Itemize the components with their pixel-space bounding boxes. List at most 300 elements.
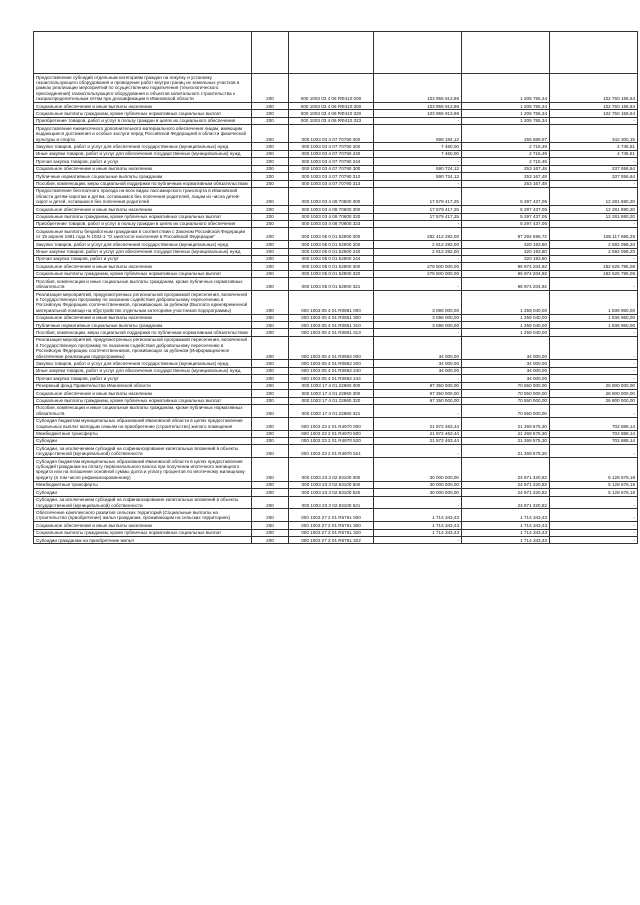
row-executed-amount-cell: 1 205 755,34 bbox=[462, 117, 550, 124]
row-classification-code-cell: 000 1003 05 0 01 52900 300 bbox=[289, 263, 374, 270]
row-approved-amount-cell: 7 460,00 bbox=[374, 143, 462, 150]
row-classification-code-cell: 000 1003 05 0 01 52900 321 bbox=[289, 278, 374, 291]
row-executed-amount-cell: 70 550 000,00 bbox=[462, 390, 550, 397]
row-executed-amount-cell: 1 714 343,43 bbox=[462, 529, 550, 536]
row-code-cell: 200 bbox=[252, 143, 289, 150]
row-code-cell: 200 bbox=[252, 74, 289, 103]
row-remaining-amount-cell: 4 745,51 bbox=[550, 143, 638, 150]
row-classification-code-cell: 000 1003 05 4 01 R0862 244 bbox=[289, 375, 374, 382]
budget-report-sheet bbox=[33, 31, 635, 544]
row-name-cell: Реализация мероприятий, предусмотренных региональной программой переселения, включенной в Государственную программу по оказанию содействия добровольному переселению в Российскую Федерацию соотечественников, проживающих за рубежом (Информационное обеспечение реализации подпрограммы) bbox=[34, 336, 252, 360]
row-code-cell: 200 bbox=[252, 430, 289, 437]
table-row bbox=[34, 255, 638, 262]
row-approved-amount-cell: 21 972 463,44 bbox=[374, 437, 462, 444]
row-remaining-amount-cell: 2 592 098,20 bbox=[550, 248, 638, 255]
row-executed-amount-cell: 1 714 343,43 bbox=[462, 509, 550, 522]
table-row bbox=[34, 206, 638, 213]
row-remaining-amount-cell: - bbox=[550, 522, 638, 529]
row-classification-code-cell: 000 1003 05 0 01 52900 000 bbox=[289, 228, 374, 241]
row-code-cell: 200 bbox=[252, 336, 289, 360]
row-name-cell: Социальные выплаты гражданам, кроме публичных нормативных социальных выплат bbox=[34, 213, 252, 220]
row-approved-amount-cell: 17 579 417,25 bbox=[374, 187, 462, 205]
table-row bbox=[34, 117, 638, 124]
row-code-cell: 200 bbox=[252, 206, 289, 213]
row-code-cell: 200 bbox=[252, 529, 289, 536]
row-remaining-amount-cell: 12 281 980,20 bbox=[550, 206, 638, 213]
row-name-cell: Пособия, компенсации и иные социальные выплаты гражданам, кроме публичных нормативных обязательств bbox=[34, 278, 252, 291]
row-code-cell: 200 bbox=[252, 125, 289, 143]
row-classification-code-cell: 000 1003 23 2 01 R4970 520 bbox=[289, 437, 374, 444]
row-executed-amount-cell: 70 550 000,00 bbox=[462, 382, 550, 389]
row-code-cell: 200 bbox=[252, 537, 289, 544]
table-row bbox=[34, 143, 638, 150]
row-name-cell: Межбюджетные трансферты bbox=[34, 481, 252, 488]
table-row bbox=[34, 509, 638, 522]
table-row bbox=[34, 445, 638, 458]
table-row bbox=[34, 390, 638, 397]
row-remaining-amount-cell: 5 128 679,18 bbox=[550, 481, 638, 488]
row-name-cell: Социальные выплаты гражданам, кроме публичных нормативных социальных выплат bbox=[34, 529, 252, 536]
row-code-cell: 200 bbox=[252, 103, 289, 110]
row-executed-amount-cell: 24 871 320,82 bbox=[462, 496, 550, 509]
table-row bbox=[34, 228, 638, 241]
row-approved-amount-cell: - bbox=[374, 537, 462, 544]
row-classification-code-cell: 000 1003 23 3 02 83100 500 bbox=[289, 481, 374, 488]
row-remaining-amount-cell: 702 888,14 bbox=[550, 437, 638, 444]
row-code-cell: 200 bbox=[252, 248, 289, 255]
row-remaining-amount-cell: - bbox=[550, 336, 638, 360]
table-row bbox=[34, 74, 638, 103]
row-executed-amount-cell: 1 205 755,34 bbox=[462, 103, 550, 110]
row-name-cell: Социальные выплаты гражданам, кроме публичных нормативных социальных выплат bbox=[34, 270, 252, 277]
row-approved-amount-cell: 282 412 292,00 bbox=[374, 228, 462, 241]
row-name-cell: Пособия, компенсации, меры социальной поддержки по публичным нормативным обязательствам bbox=[34, 329, 252, 336]
row-remaining-amount-cell: - bbox=[550, 404, 638, 417]
row-code-cell: 200 bbox=[252, 255, 289, 262]
table-row bbox=[34, 187, 638, 205]
row-name-cell: Социальное обеспечение и иные выплаты населению bbox=[34, 103, 252, 110]
row-remaining-amount-cell: - bbox=[550, 255, 638, 262]
row-code-cell: 200 bbox=[252, 522, 289, 529]
row-approved-amount-cell: 7 460,00 bbox=[374, 150, 462, 157]
row-executed-amount-cell bbox=[462, 32, 550, 74]
row-code-cell: 200 bbox=[252, 180, 289, 187]
row-classification-code-cell: 000 1003 05 4 01 R0861 000 bbox=[289, 291, 374, 315]
row-remaining-amount-cell: - bbox=[550, 220, 638, 227]
row-name-cell: Предоставление бесплатного проезда на всех видах пассажирского транспорта в Ивановской области детям-сиротам и детям, оставшимся без попечения родителей, лицам из числа детей-сирот и детей, оставшихся без попечения родителей bbox=[34, 187, 252, 205]
row-remaining-amount-cell: 5 128 679,18 bbox=[550, 489, 638, 496]
row-remaining-amount-cell: 1 836 960,00 bbox=[550, 322, 638, 329]
row-name-cell: Приобретение товаров, работ и услуг в пользу граждан в целях их социального обеспечения bbox=[34, 220, 252, 227]
table-row bbox=[34, 150, 638, 157]
row-name-cell: Субсидии, за исключением субсидий на софинансирование капитальных вложений в объекты государственной (муниципальной) собственности bbox=[34, 445, 252, 458]
table-row bbox=[34, 529, 638, 536]
row-name-cell: Обеспечение комплексного развития сельских территорий (Социальные выплаты на строительство (приобретение) жилья гражданам, проживающим на сельских территориях) bbox=[34, 509, 252, 522]
row-code-cell: 200 bbox=[252, 481, 289, 488]
row-remaining-amount-cell: - bbox=[550, 375, 638, 382]
row-remaining-amount-cell: 702 888,14 bbox=[550, 430, 638, 437]
row-name-cell: Прочая закупка товаров, работ и услуг bbox=[34, 255, 252, 262]
row-classification-code-cell: 000 1003 05 0 01 52900 240 bbox=[289, 248, 374, 255]
row-approved-amount-cell: 30 000 000,00 bbox=[374, 458, 462, 482]
row-classification-code-cell: 000 1003 05 4 01 R0861 313 bbox=[289, 329, 374, 336]
row-executed-amount-cell: 320 193,80 bbox=[462, 248, 550, 255]
row-approved-amount-cell: 17 579 417,25 bbox=[374, 206, 462, 213]
table-row bbox=[34, 165, 638, 172]
row-classification-code-cell: 000 1003 23 2 01 R4970 521 bbox=[289, 445, 374, 458]
table-row bbox=[34, 437, 638, 444]
row-executed-amount-cell: 1 259 040,00 bbox=[462, 314, 550, 321]
row-approved-amount-cell: 34 000,00 bbox=[374, 367, 462, 374]
table-row bbox=[34, 417, 638, 430]
row-name-cell: Прочая закупка товаров, работ и услуг bbox=[34, 158, 252, 165]
row-executed-amount-cell: 34 000,00 bbox=[462, 360, 550, 367]
row-name-cell: Публичные нормативные социальные выплаты гражданам bbox=[34, 322, 252, 329]
row-classification-code-cell: 000 1003 05 4 01 R0862 000 bbox=[289, 336, 374, 360]
row-classification-code-cell: 000 1003 17 4 01 22960 320 bbox=[289, 397, 374, 404]
row-executed-amount-cell: 21 269 575,30 bbox=[462, 437, 550, 444]
table-row bbox=[34, 404, 638, 417]
row-code-cell: 200 bbox=[252, 213, 289, 220]
row-approved-amount-cell: - bbox=[374, 445, 462, 458]
row-executed-amount-cell: 70 550 000,00 bbox=[462, 397, 550, 404]
table-row bbox=[34, 291, 638, 315]
row-executed-amount-cell: 96 974 204,92 bbox=[462, 263, 550, 270]
row-executed-amount-cell: 24 871 320,82 bbox=[462, 489, 550, 496]
row-classification-code-cell: 000 1003 05 4 01 R0861 310 bbox=[289, 322, 374, 329]
row-remaining-amount-cell: 185 117 695,28 bbox=[550, 228, 638, 241]
row-name-cell: Закупка товаров, работ и услуг для обеспечения государственных (муниципальных) нужд bbox=[34, 360, 252, 367]
row-classification-code-cell: 000 1003 03 4 06 RФ410 000 bbox=[289, 74, 374, 103]
row-approved-amount-cell: 279 500 000,00 bbox=[374, 270, 462, 277]
row-code-cell: 200 bbox=[252, 314, 289, 321]
table-row bbox=[34, 263, 638, 270]
row-name-cell: Субсидии bbox=[34, 437, 252, 444]
row-classification-code-cell: 000 1003 03 4 06 RФ410 300 bbox=[289, 103, 374, 110]
row-code-cell: 200 bbox=[252, 489, 289, 496]
row-remaining-amount-cell: 26 800 000,00 bbox=[550, 382, 638, 389]
row-name-cell: Прочая закупка товаров, работ и услуг bbox=[34, 375, 252, 382]
row-classification-code-cell: 000 1003 03 4 06 RФ410 323 bbox=[289, 117, 374, 124]
row-approved-amount-cell: 21 972 463,44 bbox=[374, 430, 462, 437]
row-code-cell: 200 bbox=[252, 437, 289, 444]
budget-execution-table bbox=[33, 31, 638, 544]
row-approved-amount-cell: 1 714 343,43 bbox=[374, 522, 462, 529]
row-classification-code-cell: 000 1003 03 4 07 70790 300 bbox=[289, 165, 374, 172]
row-remaining-amount-cell: 337 556,64 bbox=[550, 173, 638, 180]
row-remaining-amount-cell: - bbox=[550, 329, 638, 336]
row-name-cell: Предоставление субсидий отдельным категориям граждан на покупку и установку газоиспользующего оборудования и проведение работ внутри границ их земельных участков в рамках реализации мероприятий по осуществлению подключения (технологического присоединения) газоиспользующего оборудования и объектов капитального строительства к газораспределительным сетям при догазификации в Ивановской области bbox=[34, 74, 252, 103]
row-code-cell: 200 bbox=[252, 220, 289, 227]
row-executed-amount-cell: 2 715,49 bbox=[462, 158, 550, 165]
row-name-cell: Приобретение товаров, работ и услуг в пользу граждан в целях их социального обеспечения bbox=[34, 117, 252, 124]
row-classification-code-cell: 000 1003 05 0 01 52900 200 bbox=[289, 241, 374, 248]
row-executed-amount-cell: 70 550 000,00 bbox=[462, 404, 550, 417]
table-row bbox=[34, 522, 638, 529]
row-code-cell: 200 bbox=[252, 367, 289, 374]
row-approved-amount-cell: - bbox=[374, 117, 462, 124]
row-remaining-amount-cell: 102 750 158,64 bbox=[550, 74, 638, 103]
row-code-cell: 200 bbox=[252, 270, 289, 277]
row-name-cell bbox=[34, 32, 252, 74]
row-approved-amount-cell: 598 184,12 bbox=[374, 125, 462, 143]
row-approved-amount-cell: 3 096 000,00 bbox=[374, 314, 462, 321]
row-classification-code-cell: 000 1003 03 4 08 70600 300 bbox=[289, 206, 374, 213]
row-name-cell: Социальное обеспечение и иные выплаты населению bbox=[34, 165, 252, 172]
row-name-cell: Социальное обеспечение и иные выплаты населению bbox=[34, 314, 252, 321]
row-name-cell: Иные закупки товаров, работ и услуг для обеспечения государственных (муниципальных) нужд bbox=[34, 150, 252, 157]
row-code-cell: 200 bbox=[252, 496, 289, 509]
row-classification-code-cell: 000 1003 03 4 08 70600 000 bbox=[289, 187, 374, 205]
row-approved-amount-cell: 21 972 463,44 bbox=[374, 417, 462, 430]
row-executed-amount-cell: 21 269 575,30 bbox=[462, 445, 550, 458]
row-approved-amount-cell: 34 000,00 bbox=[374, 360, 462, 367]
row-classification-code-cell: 000 1003 27 2 01 R5761 000 bbox=[289, 509, 374, 522]
row-code-cell: 200 bbox=[252, 158, 289, 165]
row-executed-amount-cell: 34 000,00 bbox=[462, 336, 550, 360]
row-approved-amount-cell: 103 955 913,98 bbox=[374, 110, 462, 117]
table-row bbox=[34, 180, 638, 187]
row-remaining-amount-cell: 102 750 158,64 bbox=[550, 110, 638, 117]
row-approved-amount-cell: 103 955 913,98 bbox=[374, 103, 462, 110]
row-name-cell: Социальное обеспечение и иные выплаты населению bbox=[34, 206, 252, 213]
row-classification-code-cell: 000 1003 23 3 02 83100 521 bbox=[289, 496, 374, 509]
row-approved-amount-cell: 30 000 000,00 bbox=[374, 489, 462, 496]
row-name-cell: Социальные выплаты гражданам, кроме публичных нормативных социальных выплат bbox=[34, 110, 252, 117]
row-remaining-amount-cell: 102 750 158,64 bbox=[550, 103, 638, 110]
row-approved-amount-cell: - bbox=[374, 329, 462, 336]
row-remaining-amount-cell: - bbox=[550, 360, 638, 367]
row-code-cell: 200 bbox=[252, 404, 289, 417]
row-name-cell: Субсидия бюджетам муниципальных образований Ивановской области в целях предоставления социальных выплат молодым семьям на приобретение (строительство) жилого помещения bbox=[34, 417, 252, 430]
table-row bbox=[34, 430, 638, 437]
row-name-cell: Закупка товаров, работ и услуг для обеспечения государственных (муниципальных) нужд bbox=[34, 241, 252, 248]
row-code-cell: 200 bbox=[252, 165, 289, 172]
row-executed-amount-cell: 96 974 204,92 bbox=[462, 270, 550, 277]
row-classification-code-cell: 000 1003 05 0 01 52900 320 bbox=[289, 270, 374, 277]
table-row bbox=[34, 322, 638, 329]
row-remaining-amount-cell: 5 128 679,18 bbox=[550, 458, 638, 482]
row-code-cell: 200 bbox=[252, 173, 289, 180]
row-code-cell: 200 bbox=[252, 110, 289, 117]
row-remaining-amount-cell: 12 281 980,20 bbox=[550, 187, 638, 205]
row-classification-code-cell: 000 1003 03 4 07 70790 240 bbox=[289, 150, 374, 157]
row-remaining-amount-cell: - bbox=[550, 445, 638, 458]
row-classification-code-cell: 000 1003 03 4 07 70790 244 bbox=[289, 158, 374, 165]
row-approved-amount-cell: - bbox=[374, 220, 462, 227]
row-approved-amount-cell: - bbox=[374, 158, 462, 165]
row-executed-amount-cell: 320 193,80 bbox=[462, 241, 550, 248]
row-code-cell bbox=[252, 32, 289, 74]
row-remaining-amount-cell: - bbox=[550, 180, 638, 187]
row-approved-amount-cell bbox=[374, 32, 462, 74]
table-row bbox=[34, 382, 638, 389]
row-code-cell: 200 bbox=[252, 329, 289, 336]
row-code-cell: 200 bbox=[252, 390, 289, 397]
row-code-cell: 200 bbox=[252, 509, 289, 522]
row-executed-amount-cell: 255 889,97 bbox=[462, 125, 550, 143]
row-name-cell: Межбюджетные трансферты bbox=[34, 430, 252, 437]
row-remaining-amount-cell: 4 745,51 bbox=[550, 150, 638, 157]
row-remaining-amount-cell: - bbox=[550, 529, 638, 536]
row-executed-amount-cell: 1 259 040,00 bbox=[462, 322, 550, 329]
row-executed-amount-cell: 253 167,48 bbox=[462, 173, 550, 180]
row-executed-amount-cell: 97 294 596,72 bbox=[462, 228, 550, 241]
row-code-cell: 200 bbox=[252, 375, 289, 382]
row-remaining-amount-cell: 182 525 795,08 bbox=[550, 270, 638, 277]
table-row bbox=[34, 220, 638, 227]
table-row bbox=[34, 125, 638, 143]
row-classification-code-cell: 000 1003 03 4 07 70790 313 bbox=[289, 180, 374, 187]
row-classification-code-cell: 000 1003 17 4 01 22960 000 bbox=[289, 382, 374, 389]
table-row bbox=[34, 537, 638, 544]
row-approved-amount-cell: 34 000,00 bbox=[374, 336, 462, 360]
row-classification-code-cell: 000 1003 27 2 01 R5761 300 bbox=[289, 522, 374, 529]
row-approved-amount-cell: 3 096 000,00 bbox=[374, 322, 462, 329]
table-row bbox=[34, 481, 638, 488]
table-row bbox=[34, 314, 638, 321]
row-name-cell: Субсидии гражданам на приобретение жилья bbox=[34, 537, 252, 544]
row-classification-code-cell: 000 1003 05 4 01 R0862 240 bbox=[289, 367, 374, 374]
row-approved-amount-cell: 97 350 000,00 bbox=[374, 397, 462, 404]
row-remaining-amount-cell: 182 525 795,08 bbox=[550, 263, 638, 270]
row-approved-amount-cell: 279 500 000,00 bbox=[374, 263, 462, 270]
row-code-cell: 200 bbox=[252, 263, 289, 270]
table-body bbox=[34, 32, 638, 544]
row-classification-code-cell: 000 1003 03 4 07 70790 200 bbox=[289, 143, 374, 150]
row-approved-amount-cell: 590 724,12 bbox=[374, 165, 462, 172]
row-approved-amount-cell: 590 724,12 bbox=[374, 173, 462, 180]
row-name-cell: Иные закупки товаров, работ и услуг для обеспечения государственных (муниципальных) нужд bbox=[34, 367, 252, 374]
table-row bbox=[34, 278, 638, 291]
row-name-cell: Резервный фонд Правительства Ивановской области bbox=[34, 382, 252, 389]
row-remaining-amount-cell: 337 556,64 bbox=[550, 165, 638, 172]
row-approved-amount-cell: 30 000 000,00 bbox=[374, 481, 462, 488]
row-code-cell: 200 bbox=[252, 445, 289, 458]
row-name-cell: Социальное обеспечение и иные выплаты населению bbox=[34, 522, 252, 529]
row-classification-code-cell: 000 1003 23 2 01 R4970 500 bbox=[289, 430, 374, 437]
row-executed-amount-cell: 24 871 320,82 bbox=[462, 458, 550, 482]
row-code-cell: 200 bbox=[252, 360, 289, 367]
row-classification-code-cell: 000 1003 27 2 01 R5761 320 bbox=[289, 529, 374, 536]
row-approved-amount-cell: 103 955 913,98 bbox=[374, 74, 462, 103]
row-remaining-amount-cell: - bbox=[550, 278, 638, 291]
row-approved-amount-cell: - bbox=[374, 180, 462, 187]
row-remaining-amount-cell: 702 888,14 bbox=[550, 417, 638, 430]
row-approved-amount-cell: 17 579 417,25 bbox=[374, 213, 462, 220]
row-executed-amount-cell: 1 714 343,43 bbox=[462, 522, 550, 529]
row-executed-amount-cell: 34 000,00 bbox=[462, 375, 550, 382]
row-remaining-amount-cell: 1 836 960,00 bbox=[550, 291, 638, 315]
row-approved-amount-cell: - bbox=[374, 496, 462, 509]
row-executed-amount-cell: 253 167,48 bbox=[462, 180, 550, 187]
table-row bbox=[34, 248, 638, 255]
row-code-cell: 200 bbox=[252, 458, 289, 482]
row-classification-code-cell bbox=[289, 32, 374, 74]
table-row bbox=[34, 360, 638, 367]
row-remaining-amount-cell: 342 300,15 bbox=[550, 125, 638, 143]
row-name-cell: Публичные нормативные социальные выплаты гражданам bbox=[34, 173, 252, 180]
row-classification-code-cell: 000 1003 03 4 08 70600 323 bbox=[289, 220, 374, 227]
row-name-cell: Пособия, компенсации и иные социальные выплаты гражданам, кроме публичных нормативных обязательств bbox=[34, 404, 252, 417]
table-row bbox=[34, 489, 638, 496]
row-name-cell: Субсидии bbox=[34, 489, 252, 496]
row-remaining-amount-cell: - bbox=[550, 509, 638, 522]
table-row bbox=[34, 32, 638, 74]
row-approved-amount-cell: - bbox=[374, 278, 462, 291]
row-executed-amount-cell: 1 205 755,34 bbox=[462, 110, 550, 117]
table-row bbox=[34, 336, 638, 360]
row-code-cell: 200 bbox=[252, 322, 289, 329]
row-approved-amount-cell: 3 096 000,00 bbox=[374, 291, 462, 315]
row-executed-amount-cell: 1 714 343,43 bbox=[462, 537, 550, 544]
row-remaining-amount-cell bbox=[550, 32, 638, 74]
row-code-cell: 200 bbox=[252, 117, 289, 124]
table-row bbox=[34, 329, 638, 336]
row-classification-code-cell: 000 1003 23 3 02 83100 000 bbox=[289, 458, 374, 482]
row-remaining-amount-cell: 26 800 000,00 bbox=[550, 397, 638, 404]
row-approved-amount-cell: 2 912 292,00 bbox=[374, 241, 462, 248]
row-name-cell: Иные закупки товаров, работ и услуг для обеспечения государственных (муниципальных) нужд bbox=[34, 248, 252, 255]
row-executed-amount-cell: 1 259 040,00 bbox=[462, 329, 550, 336]
row-approved-amount-cell: 1 714 343,43 bbox=[374, 529, 462, 536]
row-remaining-amount-cell: 26 800 000,00 bbox=[550, 390, 638, 397]
row-approved-amount-cell: 2 912 292,00 bbox=[374, 248, 462, 255]
row-executed-amount-cell: 21 269 575,30 bbox=[462, 430, 550, 437]
row-executed-amount-cell: 320 193,80 bbox=[462, 255, 550, 262]
table-row bbox=[34, 158, 638, 165]
row-classification-code-cell: 000 1003 03 4 07 70790 000 bbox=[289, 125, 374, 143]
table-row bbox=[34, 173, 638, 180]
row-classification-code-cell: 000 1003 23 3 02 83100 520 bbox=[289, 489, 374, 496]
row-classification-code-cell: 000 1003 03 4 08 70600 320 bbox=[289, 213, 374, 220]
row-approved-amount-cell: 1 714 343,43 bbox=[374, 509, 462, 522]
row-approved-amount-cell: - bbox=[374, 375, 462, 382]
row-executed-amount-cell: 5 297 437,05 bbox=[462, 187, 550, 205]
row-code-cell: 200 bbox=[252, 278, 289, 291]
row-name-cell: Реализация мероприятий, предусмотренных региональной программой переселения, включенной в Государственную программу по оказанию содействия добровольному переселению в Российскую Федерацию соотечественников, проживающих за рубежом (Выплата единовременной материальной помощи на обустройство отдельным категориям участников подпрограммы) bbox=[34, 291, 252, 315]
row-remaining-amount-cell: - bbox=[550, 117, 638, 124]
row-executed-amount-cell: 5 297 437,05 bbox=[462, 213, 550, 220]
row-code-cell: 200 bbox=[252, 241, 289, 248]
row-executed-amount-cell: 21 269 575,30 bbox=[462, 417, 550, 430]
row-remaining-amount-cell: - bbox=[550, 537, 638, 544]
row-remaining-amount-cell: - bbox=[550, 367, 638, 374]
row-remaining-amount-cell: 1 836 960,00 bbox=[550, 314, 638, 321]
row-name-cell: Социальное обеспечение и иные выплаты населению bbox=[34, 390, 252, 397]
table-row bbox=[34, 496, 638, 509]
table-row bbox=[34, 458, 638, 482]
table-row bbox=[34, 375, 638, 382]
row-classification-code-cell: 000 1003 27 2 01 R5761 322 bbox=[289, 537, 374, 544]
row-name-cell: Субсидии, за исключением субсидий на софинансирование капитальных вложений в объекты государственной (муниципальной) собственности bbox=[34, 496, 252, 509]
table-row bbox=[34, 103, 638, 110]
row-code-cell: 200 bbox=[252, 291, 289, 315]
row-code-cell: 200 bbox=[252, 382, 289, 389]
table-row bbox=[34, 110, 638, 117]
row-name-cell: Социальные выплаты гражданам, кроме публичных нормативных социальных выплат bbox=[34, 397, 252, 404]
row-executed-amount-cell: 34 000,00 bbox=[462, 367, 550, 374]
row-remaining-amount-cell: 2 592 098,20 bbox=[550, 241, 638, 248]
row-code-cell: 200 bbox=[252, 228, 289, 241]
table-row bbox=[34, 241, 638, 248]
row-code-cell: 200 bbox=[252, 187, 289, 205]
row-classification-code-cell: 000 1003 05 0 01 52900 244 bbox=[289, 255, 374, 262]
row-approved-amount-cell: - bbox=[374, 255, 462, 262]
row-remaining-amount-cell: 12 281 980,20 bbox=[550, 213, 638, 220]
row-name-cell: Субсидия бюджетам муниципальных образований Ивановской области в целях предоставления субсидий гражданам на оплату первоначального взноса при получении ипотечного жилищного кредита или на погашение основной суммы долга и уплату процентов по ипотечному жилищному кредиту (в том числе рефинансированному) bbox=[34, 458, 252, 482]
row-name-cell: Социальные выплаты безработным гражданам в соответствии с Законом Российской Федерации от 19 апреля 1991 года N 1032-1 "О занятости населения в Российской Федерации" bbox=[34, 228, 252, 241]
